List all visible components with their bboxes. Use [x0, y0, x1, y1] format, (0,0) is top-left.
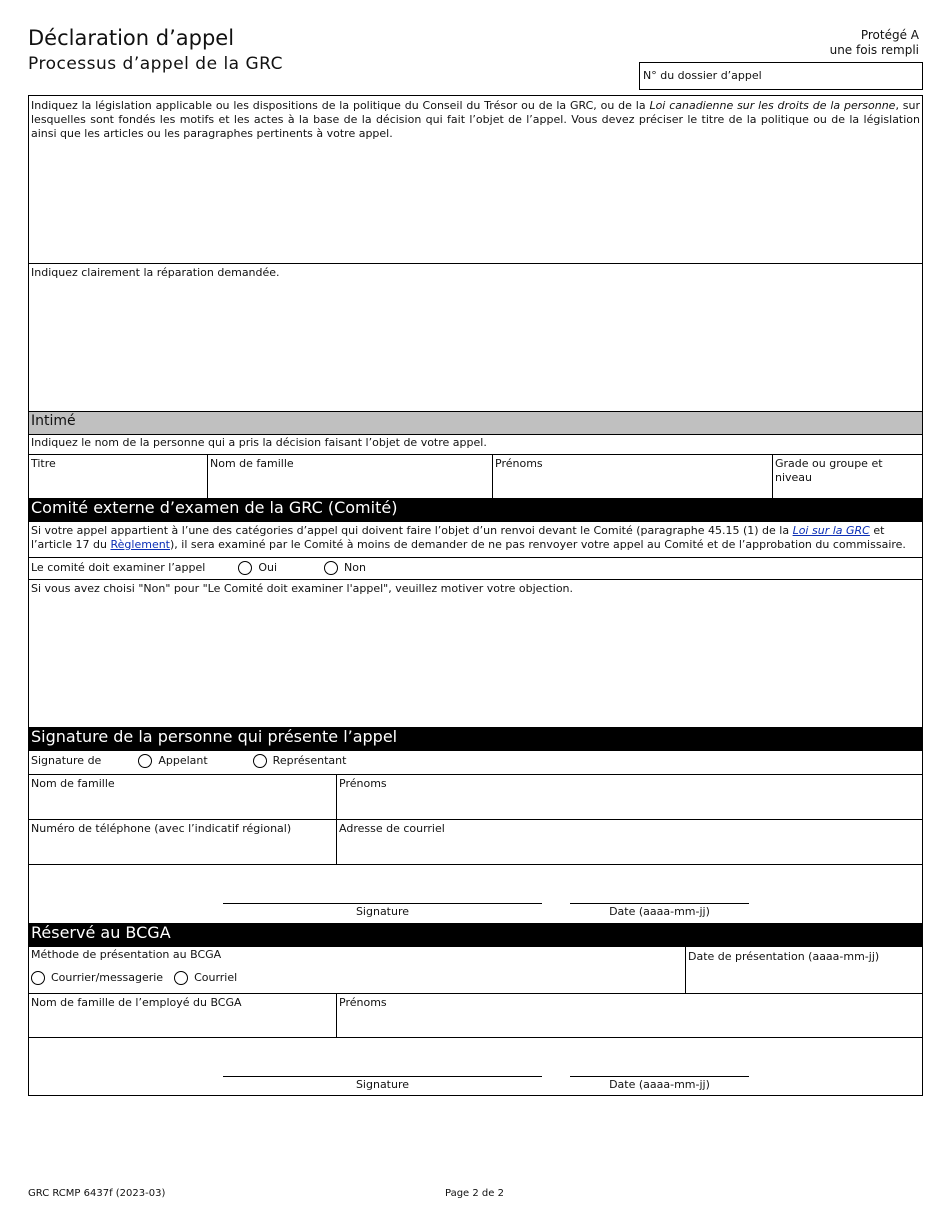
- bcga-method-field: [29, 947, 685, 993]
- legislation-text-1: Indiquez la législation applicable ou les dispositions de la politique du Conseil du Trésor ou de la GRC, ou de la: [31, 99, 650, 112]
- bcga-employee-surname-label: Nom de famille de l’employé du BCGA: [31, 996, 242, 1009]
- committee-heading: Comité externe d’examen de la GRC (Comité): [29, 498, 922, 522]
- legislation-text-italic: Loi canadienne sur les droits de la personne: [649, 99, 896, 112]
- appellant-surname-field[interactable]: [29, 774, 336, 819]
- redress-field[interactable]: [29, 263, 922, 411]
- committee-text-1: Si votre appel appartient à l’une des catégories d’appel qui doivent faire l’objet d’un renvoi devant le Comité (paragraphe 45.15 (1) de la: [31, 524, 793, 537]
- bcga-signature-block: [29, 1037, 922, 1095]
- mail-radio[interactable]: [31, 971, 45, 985]
- committee-no-radio[interactable]: [324, 561, 338, 575]
- bcga-signature-caption: Signature: [355, 1078, 410, 1091]
- form-number: GRC RCMP 6437f (2023-03): [28, 1188, 166, 1199]
- phone-field[interactable]: [29, 819, 336, 864]
- appellant-date-caption: Date (aaaa-mm-jj): [609, 905, 710, 918]
- respondent-rank-field[interactable]: [772, 454, 922, 498]
- bcga-heading: Réservé au BCGA: [29, 923, 922, 947]
- bcga-method-label: Méthode de présentation au BCGA: [31, 948, 222, 961]
- redress-label: Indiquez clairement la réparation demandée.: [31, 266, 280, 279]
- bcga-employee-surname-field[interactable]: [29, 993, 336, 1037]
- page-title: Déclaration d’appel: [28, 26, 235, 50]
- respondent-rank-label: Grade ou groupe et niveau: [775, 457, 883, 484]
- committee-yes-label: Oui: [258, 561, 278, 574]
- phone-label: Numéro de téléphone (avec l’indicatif régional): [31, 822, 292, 835]
- email-label: Adresse de courriel: [339, 822, 445, 835]
- appellant-radio[interactable]: [138, 754, 152, 768]
- appellant-date-line[interactable]: [570, 903, 749, 904]
- legislation-text-2: , sur lesquelles sont fondés les motifs et les actes à la base de la décision qui fait l’objet de l’appel. Vous devez préciser le titre de la politique ou de la législation ainsi que les articles ou les paragraphes pertinents à votre appel.: [31, 99, 921, 140]
- respondent-given-names-field[interactable]: [492, 454, 772, 498]
- respondent-heading: Intimé: [29, 411, 922, 434]
- protected-line2: une fois rempli: [829, 43, 919, 57]
- appellant-label: Appelant: [158, 754, 208, 767]
- email-radio[interactable]: [174, 971, 188, 985]
- signature-heading: Signature de la personne qui présente l’appel: [29, 727, 922, 751]
- protected-notice: [830, 28, 919, 58]
- bcga-given-names-field[interactable]: [336, 993, 922, 1037]
- committee-yes-radio[interactable]: [238, 561, 252, 575]
- committee-question: Le comité doit examiner l’appel: [31, 561, 206, 574]
- representative-label: Représentant: [272, 754, 347, 767]
- committee-text-2: et l’article 17 du: [31, 524, 885, 551]
- appellant-given-names-label: Prénoms: [339, 777, 387, 790]
- respondent-surname-label: Nom de famille: [210, 457, 294, 470]
- email-option-label: Courriel: [194, 971, 238, 984]
- bcga-date-line[interactable]: [570, 1076, 749, 1077]
- respondent-instruction: Indiquez le nom de la personne qui a pris la décision faisant l’objet de votre appel.: [29, 434, 922, 454]
- submission-date-field[interactable]: [685, 947, 922, 993]
- regulation-link[interactable]: Règlement: [110, 538, 170, 551]
- appellant-signature-line[interactable]: [223, 903, 542, 904]
- signature-of-label: Signature de: [31, 754, 102, 767]
- respondent-given-names-label: Prénoms: [495, 457, 543, 470]
- committee-no-label: Non: [344, 561, 366, 574]
- appellant-surname-label: Nom de famille: [31, 777, 115, 790]
- appellant-given-names-field[interactable]: [336, 774, 922, 819]
- bcga-signature-line[interactable]: [223, 1076, 542, 1077]
- respondent-surname-field[interactable]: [207, 454, 492, 498]
- appeal-file-number-label: N° du dossier d’appel: [643, 69, 762, 82]
- submission-date-label: Date de présentation (aaaa-mm-jj): [688, 950, 880, 963]
- page-number: Page 2 de 2: [445, 1188, 504, 1199]
- mail-label: Courrier/messagerie: [51, 971, 164, 984]
- signature-of-row: [29, 751, 922, 774]
- rcmp-act-link[interactable]: Loi sur la GRC: [792, 524, 870, 537]
- respondent-title-label: Titre: [31, 457, 56, 470]
- committee-text-3: ), il sera examiné par le Comité à moins de demander de ne pas renvoyer votre appel au Comité et de l’approbation du commissaire.: [170, 538, 906, 551]
- page-subtitle: Processus d’appel de la GRC: [28, 54, 284, 74]
- respondent-title-field[interactable]: [29, 454, 207, 498]
- appellant-signature-block: [29, 864, 922, 923]
- appellant-signature-caption: Signature: [355, 905, 410, 918]
- appeal-file-number-field[interactable]: [639, 62, 923, 90]
- form-frame: [28, 95, 923, 1096]
- committee-review-row: [29, 557, 922, 579]
- legislation-field[interactable]: [29, 96, 922, 263]
- email-field[interactable]: [336, 819, 922, 864]
- committee-info: [29, 522, 922, 557]
- protected-line1: Protégé A: [860, 28, 919, 42]
- bcga-date-caption: Date (aaaa-mm-jj): [609, 1078, 710, 1091]
- bcga-given-names-label: Prénoms: [339, 996, 387, 1009]
- objection-field[interactable]: [29, 579, 922, 727]
- representative-radio[interactable]: [253, 754, 267, 768]
- objection-label: Si vous avez choisi "Non" pour "Le Comité doit examiner l'appel", veuillez motiver votre objection.: [31, 582, 574, 595]
